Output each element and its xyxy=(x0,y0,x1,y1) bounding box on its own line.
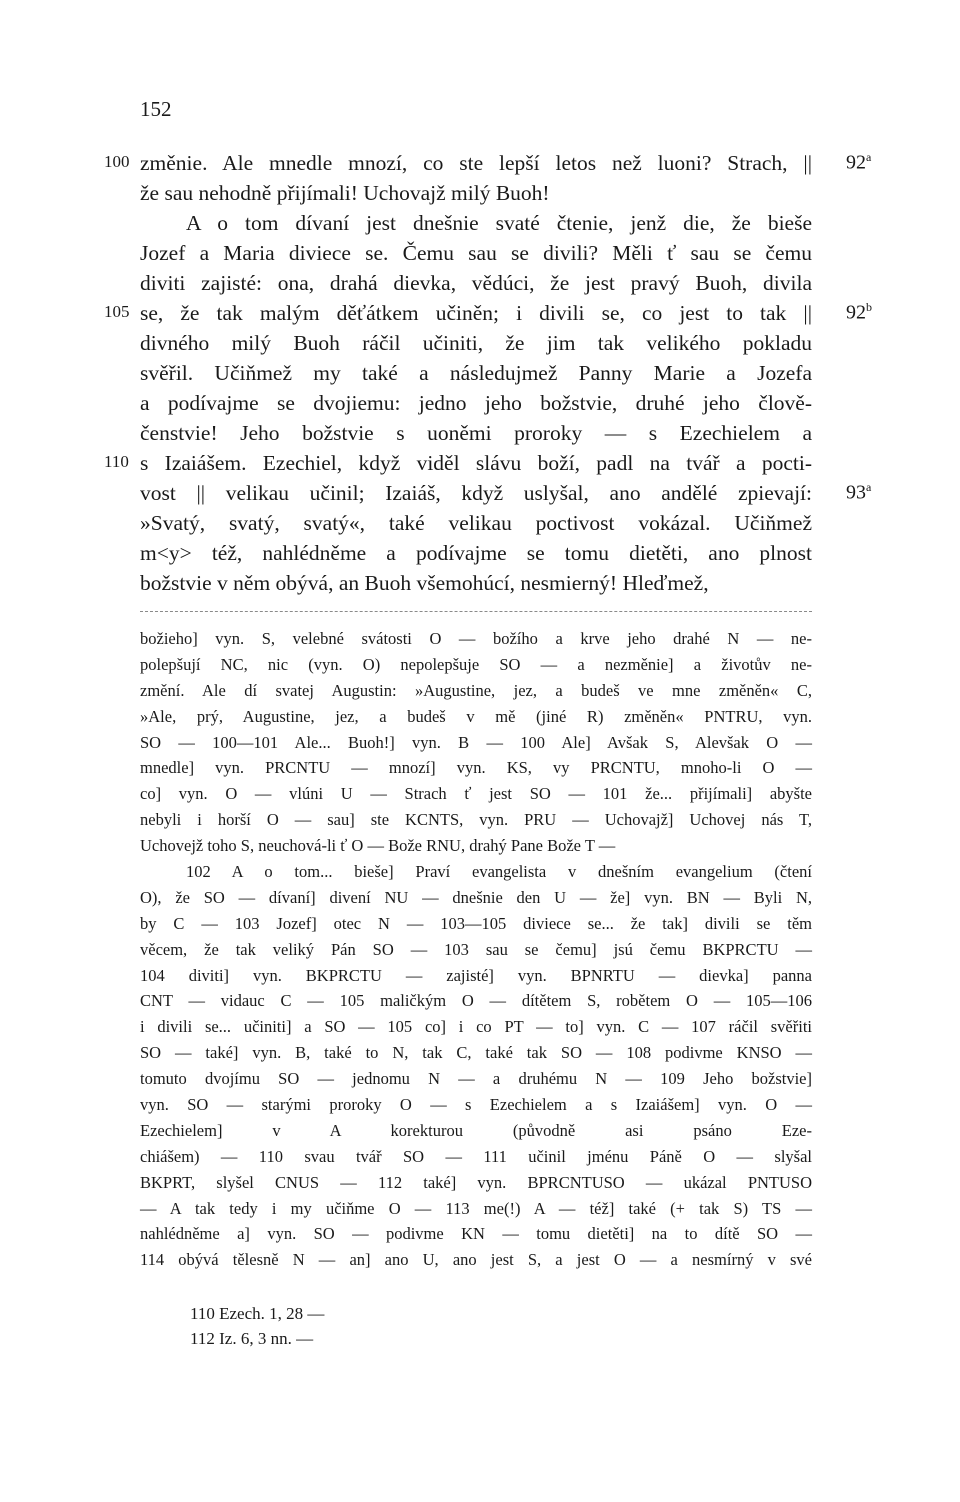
apparatus-line xyxy=(0,937,960,963)
line-text: a podívajme se dvojiemu: jedno jeho božstvie, druhé jeho člově- xyxy=(140,391,812,415)
apparatus-line xyxy=(0,1040,960,1066)
apparatus-text: vyn. SO — starými proroky O — s Ezechielem a s Izaiášem] vyn. O — xyxy=(140,1095,812,1115)
line-number: 100 xyxy=(104,152,130,171)
line-text: divného milý Buoh ráčil učiniti, že jim tak velikého pokladu xyxy=(140,331,812,355)
critical-apparatus xyxy=(0,626,960,1273)
apparatus-text: — A tak tedy i my učiňme O — 113 me(!) A — též] také (+ tak S) TS — xyxy=(140,1198,812,1218)
line-text: čenstvie! Jeho božstvie s uoněmi proroky — s Ezechielem a xyxy=(140,421,812,445)
line-text: svěřil. Učiňmež my také a následujmež Panny Marie a Jozefa xyxy=(140,361,812,385)
line-text: »Svatý, svatý, svatý«, také velikau poctivost vokázal. Učiňmež xyxy=(140,511,812,535)
apparatus-line xyxy=(0,807,960,833)
apparatus-text: polepšují NC, nic (vyn. O) nepolepšuje SO — a nezměnie] a životův ne- xyxy=(140,654,812,674)
apparatus-line xyxy=(0,652,960,678)
text-line xyxy=(0,238,960,268)
footnote: 112 Iz. 6, 3 nn. — xyxy=(190,1329,314,1348)
footnotes xyxy=(190,1301,324,1351)
text-line xyxy=(0,268,960,298)
apparatus-text: 102 A o tom... bieše] Praví evangelista v dnešním evangelium (čtení xyxy=(186,862,812,882)
line-text: změnie. Ale mnedle mnozí, co ste lepší letos než luoni? Strach, || xyxy=(140,151,812,175)
apparatus-line xyxy=(0,1066,960,1092)
text-line xyxy=(0,178,960,208)
apparatus-text: změní. Ale dí svatej Augustin: »Augustine, jez, a budeš ve mne změněn« C, xyxy=(140,680,812,700)
apparatus-text: nebyli i horší O — sau] ste KCNTS, vyn. PRU — Uchovajž] Uchovej nás T, xyxy=(140,810,812,830)
text-line xyxy=(0,448,960,478)
apparatus-text: tomuto dvojímu SO — jednomu N — a druhému N — 109 Jeho božstvie] xyxy=(140,1069,812,1089)
apparatus-line xyxy=(0,755,960,781)
line-text: s Izaiášem. Ezechiel, když viděl slávu boží, padl na tvář a pocti- xyxy=(140,451,812,475)
apparatus-line xyxy=(0,1196,960,1222)
line-text: vost || velikau učinil; Izaiáš, když uslyšal, ano andělé zpievají: xyxy=(140,481,812,505)
apparatus-text: SO — 100—101 Ale... Buoh!] vyn. B — 100 Ale] Avšak S, Alevšak O — xyxy=(140,732,812,752)
folio-marker xyxy=(846,150,871,175)
folio-marker xyxy=(846,300,872,325)
apparatus-text: BKPRT, slyšel CNUS — 112 také] vyn. BPRCNTUSO — ukázal PNTUSO xyxy=(140,1172,812,1192)
apparatus-line xyxy=(0,1144,960,1170)
text-line xyxy=(0,328,960,358)
apparatus-line xyxy=(0,859,960,885)
apparatus-line xyxy=(0,704,960,730)
apparatus-text: 114 obývá tělesně N — an] ano U, ano jest S, a jest O — a nesmírný v své xyxy=(140,1250,812,1270)
apparatus-line xyxy=(0,730,960,756)
apparatus-text: SO — také] vyn. B, také to N, tak C, také tak SO — 108 podivme KNSO — xyxy=(140,1043,812,1063)
apparatus-line xyxy=(0,1247,960,1273)
folio-number: 92 xyxy=(846,151,866,174)
apparatus-text: nahlédněme a] vyn. SO — podivme KN — tomu dietěti] na to dítě SO — xyxy=(140,1224,812,1244)
apparatus-text: chiášem) — 110 svau tvář SO — 111 učinil jménu Páně O — slyšal xyxy=(140,1146,812,1166)
text-line xyxy=(0,418,960,448)
apparatus-line xyxy=(0,1170,960,1196)
line-text: že sau nehodně přijímali! Uchovajž milý Buoh! xyxy=(140,181,550,205)
apparatus-text: »Ale, prý, Augustine, jez, a budeš v mě (jiné R) změněn« PNTRU, vyn. xyxy=(140,706,812,726)
text-line xyxy=(0,508,960,538)
apparatus-line xyxy=(0,963,960,989)
apparatus-text: CNT — vidauc C — 105 maličkým O — dítětem S, robětem O — 105—106 xyxy=(140,991,812,1011)
main-text xyxy=(0,148,960,598)
apparatus-line xyxy=(0,781,960,807)
footnote: 110 Ezech. 1, 28 — xyxy=(190,1304,325,1323)
apparatus-line xyxy=(0,1118,960,1144)
page-number: 152 xyxy=(140,97,172,121)
apparatus-text: O), že SO — dívaní] divení NU — dnešnie den U — že] vyn. BN — Byli N, xyxy=(140,887,812,907)
line-number: 110 xyxy=(104,452,129,471)
apparatus-line xyxy=(0,1092,960,1118)
apparatus-text: božieho] vyn. S, velebné svátosti O — božího a krve jeho drahé N — ne- xyxy=(140,629,812,648)
line-text: diviti zajisté: ona, drahá dievka, vědúci, že jest pravý Buoh, divila xyxy=(140,271,812,295)
text-line xyxy=(0,568,960,598)
apparatus-text: 104 diviti] vyn. BKPRCTU — zajisté] vyn. BPNRTU — dievka] panna xyxy=(140,965,812,985)
text-line xyxy=(0,538,960,568)
apparatus-text: Uchovejž toho S, neuchová-li ť O — Bože RNU, drahý Pane Bože T — xyxy=(140,836,616,856)
text-line xyxy=(0,478,960,508)
line-text: m<y> též, nahlédněme a podívajme se tomu dietěti, ano plnost xyxy=(140,541,812,565)
apparatus-line xyxy=(0,988,960,1014)
folio-side: a xyxy=(866,480,872,494)
apparatus-line xyxy=(0,1014,960,1040)
folio-number: 92 xyxy=(846,301,866,324)
line-text: Jozef a Maria diviece se. Čemu sau se divili? Měli ť sau se čemu xyxy=(140,241,812,265)
folio-side: b xyxy=(866,300,872,314)
folio-side: a xyxy=(866,150,872,164)
line-text: božstvie v něm obývá, an Buoh všemohúcí, nesmierný! Hleďmež, xyxy=(140,571,709,595)
apparatus-divider xyxy=(140,611,812,612)
text-line xyxy=(0,208,960,238)
text-line xyxy=(0,148,960,178)
line-number: 105 xyxy=(104,302,130,321)
folio-number: 93 xyxy=(846,481,866,504)
apparatus-line xyxy=(0,885,960,911)
folio-marker xyxy=(846,480,871,505)
line-text: A o tom dívaní jest dnešnie svaté čtenie, jenž die, že bieše xyxy=(186,211,812,235)
apparatus-text: věcem, že tak veliký Pán SO — 103 sau se čemu] jsú čemu BKPRCTU — xyxy=(140,939,812,959)
apparatus-text: i divili se... učiniti] a SO — 105 co] i co PT — to] vyn. C — 107 ráčil svěřiti xyxy=(140,1017,812,1037)
text-line xyxy=(0,358,960,388)
apparatus-line xyxy=(0,1221,960,1247)
apparatus-text: co] vyn. O — vlúni U — Strach ť jest SO — 101 že... přijímali] abyšte xyxy=(140,784,812,804)
apparatus-text: by C — 103 Jozef] otec N — 103—105 diviece se... že tak] divili se těm xyxy=(140,913,812,933)
apparatus-text: mnedle] vyn. PRCNTU — mnozí] vyn. KS, vy PRCNTU, mnoho-li O — xyxy=(140,758,812,778)
apparatus-line xyxy=(0,626,960,652)
text-line xyxy=(0,298,960,328)
text-line xyxy=(0,388,960,418)
apparatus-text: Ezechielem] v A korekturou (původně asi psáno Eze- xyxy=(140,1120,812,1140)
apparatus-line xyxy=(0,678,960,704)
apparatus-line xyxy=(0,833,960,859)
apparatus-line xyxy=(0,911,960,937)
line-text: se, že tak malým děťátkem učiněn; i divili se, co jest to tak || xyxy=(140,301,812,325)
